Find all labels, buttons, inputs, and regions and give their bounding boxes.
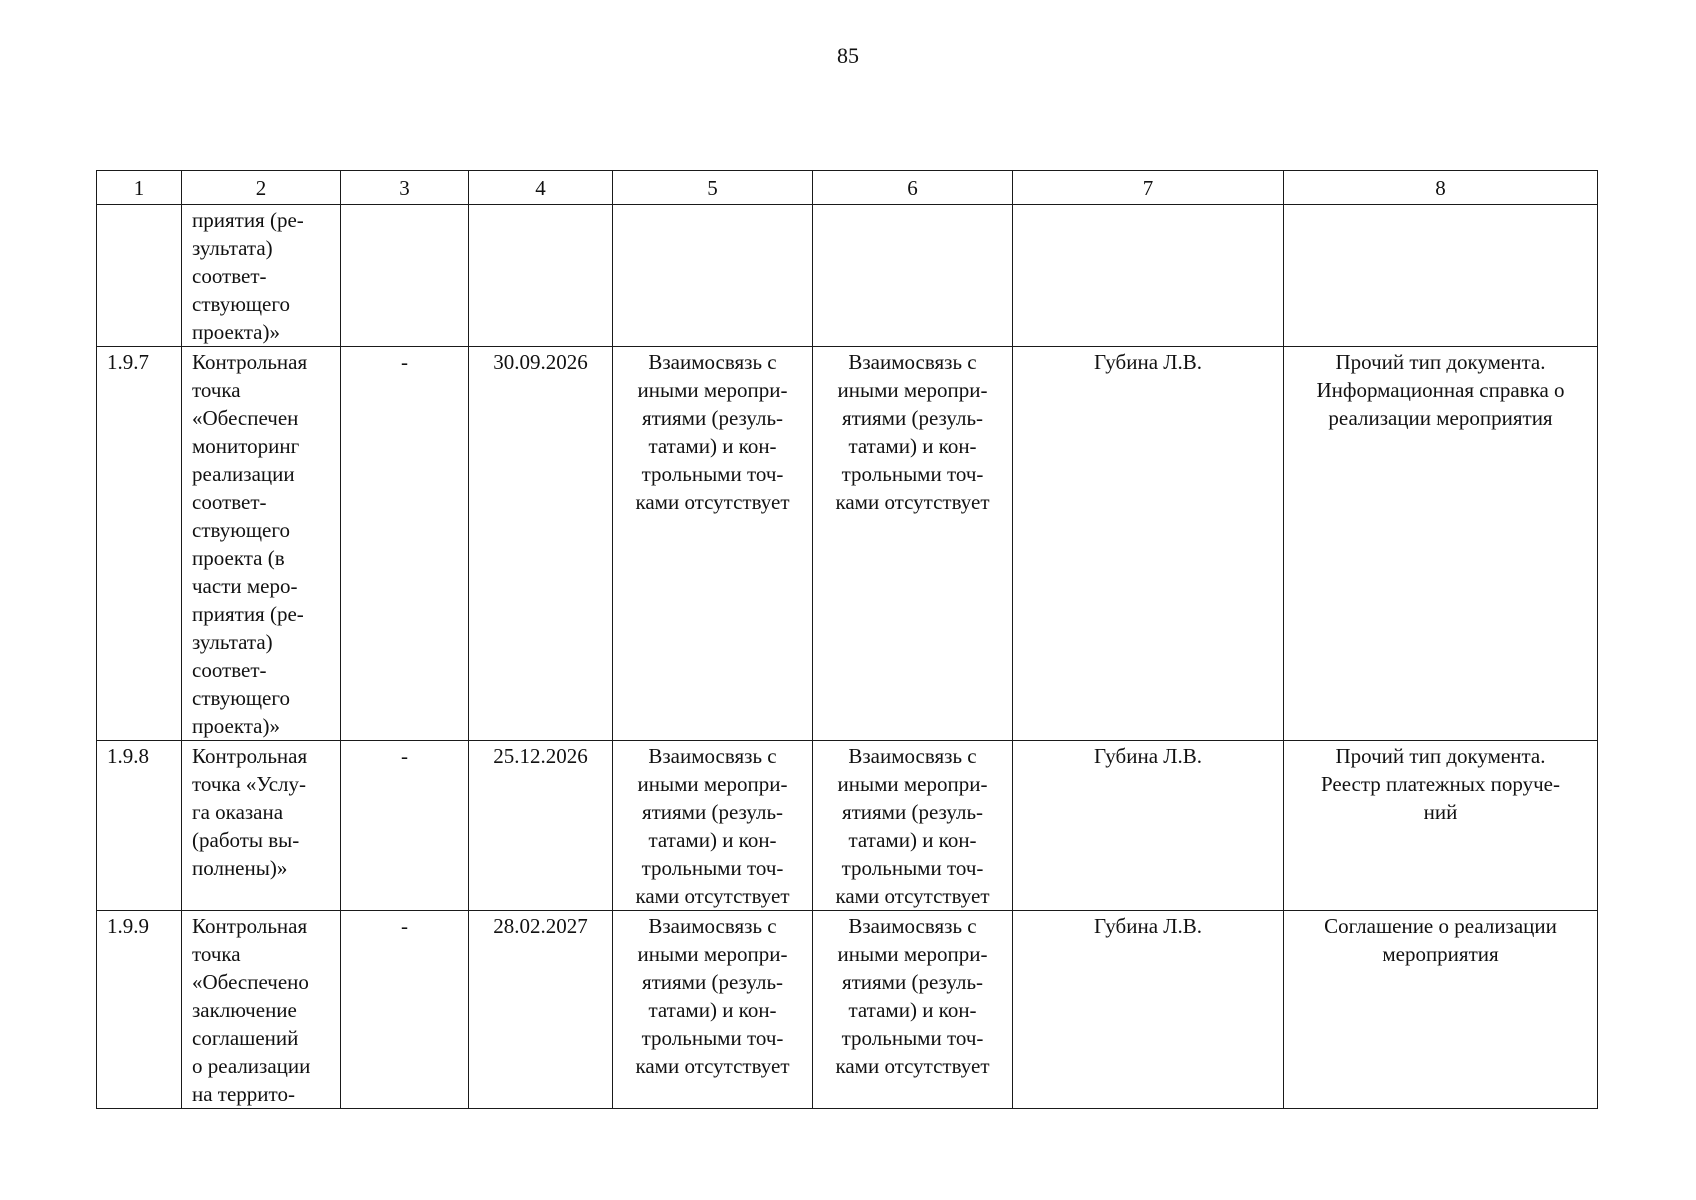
responsible-person-cell	[1013, 205, 1284, 347]
table-row	[97, 741, 1598, 911]
relation-cell: Взаимосвязь с иными меропри- ятиями (резуль- татами) и кон- трольными точ- ками отсутствует	[613, 741, 813, 911]
column-header: 5	[613, 171, 813, 205]
column-3-cell: -	[341, 347, 469, 741]
relation-cell: Взаимосвязь с иными меропри- ятиями (резуль- татами) и кон- трольными точ- ками отсутствует	[813, 741, 1013, 911]
deadline-date-cell: 28.02.2027	[469, 911, 613, 1109]
column-3-cell: -	[341, 911, 469, 1109]
column-header: 8	[1284, 171, 1598, 205]
responsible-person-cell: Губина Л.В.	[1013, 347, 1284, 741]
table-row	[97, 205, 1598, 347]
column-header: 1	[97, 171, 182, 205]
column-header: 6	[813, 171, 1013, 205]
relation-cell: Взаимосвязь с иными меропри- ятиями (резуль- татами) и кон- трольными точ- ками отсутствует	[813, 347, 1013, 741]
relation-cell: Взаимосвязь с иными меропри- ятиями (резуль- татами) и кон- трольными точ- ками отсутствует	[613, 911, 813, 1109]
deadline-date-cell: 30.09.2026	[469, 347, 613, 741]
document-type-cell: Прочий тип документа. Информационная справка о реализации мероприятия	[1284, 347, 1598, 741]
table-row	[97, 911, 1598, 1109]
responsible-person-cell: Губина Л.В.	[1013, 741, 1284, 911]
column-3-cell: -	[341, 741, 469, 911]
column-number-header-row	[97, 171, 1598, 205]
row-number-cell	[97, 205, 182, 347]
document-type-cell	[1284, 205, 1598, 347]
page-number: 85	[837, 43, 859, 68]
deadline-date-cell: 25.12.2026	[469, 741, 613, 911]
deadline-date-cell	[469, 205, 613, 347]
relation-cell: Взаимосвязь с иными меропри- ятиями (резуль- татами) и кон- трольными точ- ками отсутствует	[813, 911, 1013, 1109]
control-point-name-cell: Контрольная точка «Обеспечено заключение соглашений о реализации на террито-	[182, 911, 341, 1109]
relation-cell	[613, 205, 813, 347]
column-header: 7	[1013, 171, 1284, 205]
document-type-cell: Соглашение о реализации мероприятия	[1284, 911, 1598, 1109]
control-point-name-cell: Контрольная точка «Услу- га оказана (работы вы- полнены)»	[182, 741, 341, 911]
table-row	[97, 347, 1598, 741]
row-number-cell: 1.9.8	[97, 741, 182, 911]
control-points-table	[96, 170, 1598, 1109]
column-header: 3	[341, 171, 469, 205]
column-header: 2	[182, 171, 341, 205]
control-point-name-cell: Контрольная точка «Обеспечен мониторинг реализации соответ- ствующего проекта (в части меро- приятия (ре- зультата) соответ- ствующего проекта)»	[182, 347, 341, 741]
document-type-cell: Прочий тип документа. Реестр платежных поруче- ний	[1284, 741, 1598, 911]
relation-cell	[813, 205, 1013, 347]
column-3-cell	[341, 205, 469, 347]
column-header: 4	[469, 171, 613, 205]
responsible-person-cell: Губина Л.В.	[1013, 911, 1284, 1109]
row-number-cell: 1.9.7	[97, 347, 182, 741]
row-number-cell: 1.9.9	[97, 911, 182, 1109]
control-point-name-cell: приятия (ре- зультата) соответ- ствующего проекта)»	[182, 205, 341, 347]
relation-cell: Взаимосвязь с иными меропри- ятиями (резуль- татами) и кон- трольными точ- ками отсутствует	[613, 347, 813, 741]
